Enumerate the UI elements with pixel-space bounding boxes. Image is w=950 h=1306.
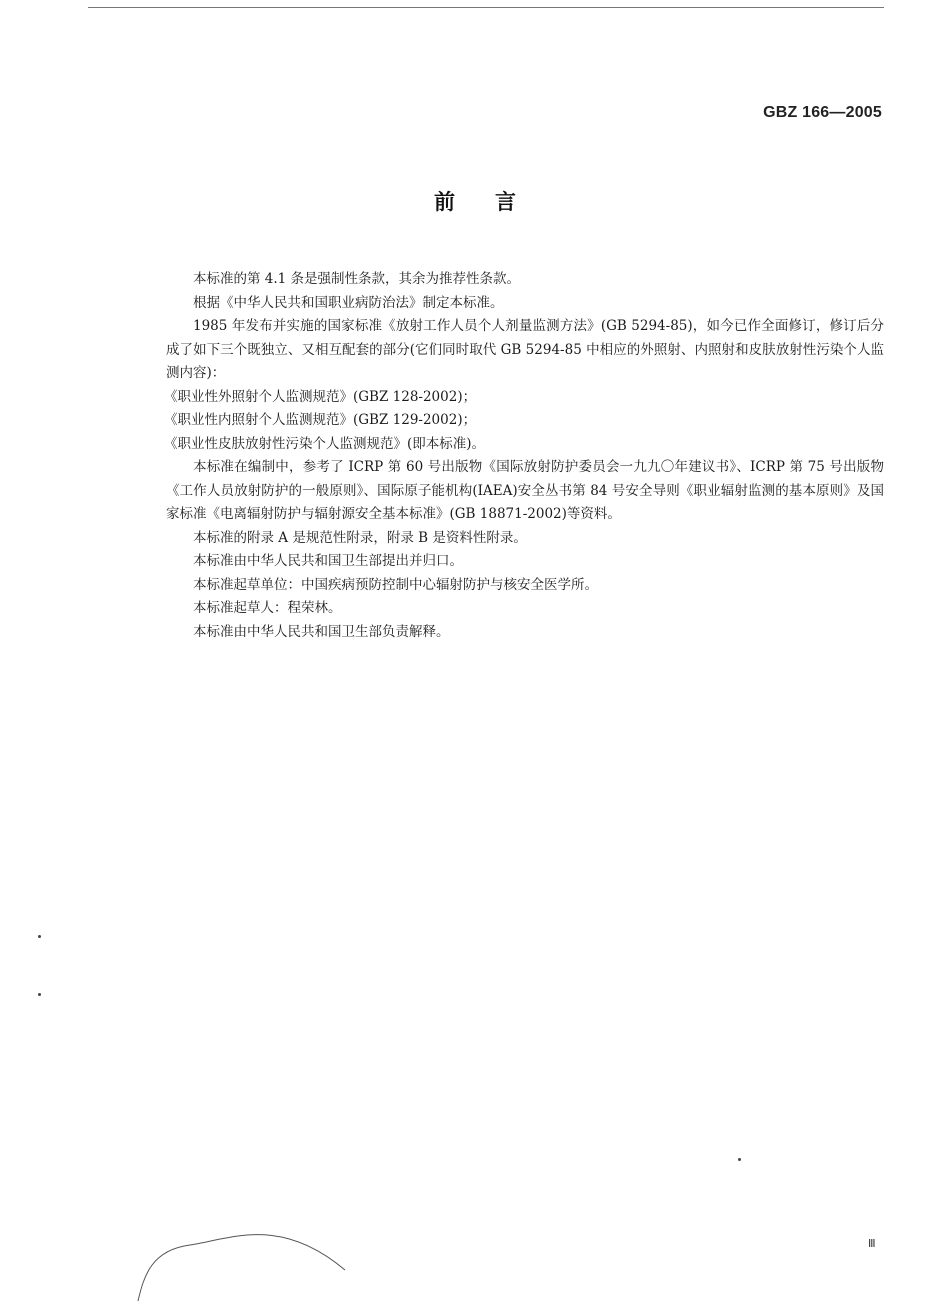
scan-speck xyxy=(38,935,41,938)
paragraph-mandatory-clause: 本标准的第 4.1 条是强制性条款，其余为推荐性条款。 xyxy=(193,271,521,287)
paragraph-drafter: 本标准起草人：程荣林。 xyxy=(193,600,342,616)
paragraph-proposer: 本标准由中华人民共和国卫生部提出并归口。 xyxy=(193,553,463,569)
scan-artifact-curve xyxy=(130,1215,360,1305)
paragraph-drafting-unit: 本标准起草单位：中国疾病预防控制中心辐射防护与核安全医学所。 xyxy=(193,576,598,593)
paragraph-references: 本标准在编制中，参考了 ICRP 第 60 号出版物《国际放射防护委员会一九九〇年建议书》、ICRP 第 75 号出版物《工作人员放射防护的一般原则》、国际原子能机构(IAEA)安全丛书第 84 号安全导则《职业辐射监测的基本原则》及国家标准《电离辐射防护与辐射源安全基本标准》(GB 18871-2002)等资料。 xyxy=(166,459,884,522)
document-body xyxy=(166,268,884,644)
list-item-internal-exposure: 《职业性内照射个人监测规范》(GBZ 129-2002)； xyxy=(164,412,477,428)
standard-code: GBZ 166—2005 xyxy=(763,104,882,121)
paragraph-legal-basis: 根据《中华人民共和国职业病防治法》制定本标准。 xyxy=(193,294,504,311)
list-item-external-exposure: 《职业性外照射个人监测规范》(GBZ 128-2002)； xyxy=(164,388,477,405)
scan-speck xyxy=(38,993,41,996)
list-item-skin-contamination: 《职业性皮肤放射性污染个人监测规范》(即本标准)。 xyxy=(164,435,486,452)
paragraph-interpretation: 本标准由中华人民共和国卫生部负责解释。 xyxy=(193,623,450,640)
top-rule xyxy=(88,7,884,8)
page-title: 前言 xyxy=(434,190,556,214)
paragraph-revision-history: 1985 年发布并实施的国家标准《放射工作人员个人剂量监测方法》(GB 5294-85)，如今已作全面修订，修订后分成了如下三个既独立、又相互配套的部分(它们同时取代 GB 5294-85 中相应的外照射、内照射和皮肤放射性污染个人监测内容)： xyxy=(166,318,884,381)
page-number: Ⅲ xyxy=(868,1237,876,1250)
paragraph-appendices: 本标准的附录 A 是规范性附录，附录 B 是资料性附录。 xyxy=(193,529,527,546)
scan-speck xyxy=(738,1158,741,1161)
